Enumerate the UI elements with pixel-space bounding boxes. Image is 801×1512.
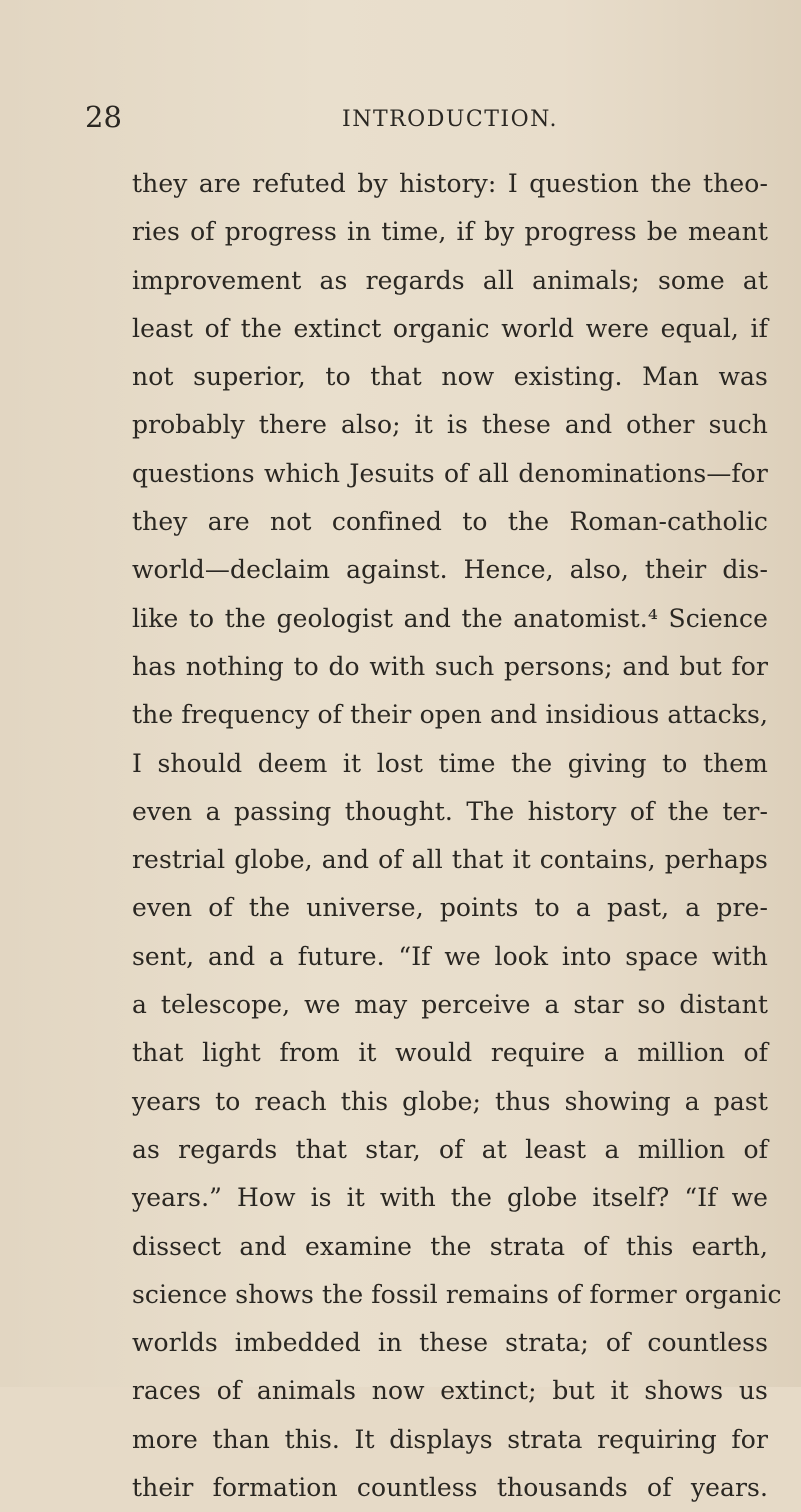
running-head: INTRODUCTION. xyxy=(342,107,558,132)
text-line: ries of progress in time, if by progress be meant xyxy=(132,217,768,247)
text-line: restrial globe, and of all that it contains, perhaps xyxy=(132,845,768,875)
text-line: world—declaim against. Hence, also, their dis- xyxy=(132,555,768,585)
text-line: their formation countless thousands of years. xyxy=(132,1473,768,1503)
text-line: the frequency of their open and insidious attacks, xyxy=(132,700,768,730)
text-line: dissect and examine the strata of this earth, xyxy=(132,1231,768,1261)
text-line: even a passing thought. The history of the ter- xyxy=(132,796,768,826)
text-line: worlds imbedded in these strata; of countless xyxy=(132,1328,768,1358)
text-line: least of the extinct organic world were equal, if xyxy=(132,313,768,343)
text-line: science shows the fossil remains of former organic xyxy=(132,1279,782,1309)
text-line: even of the universe, points to a past, a pre- xyxy=(132,893,768,923)
text-line: that light from it would require a million of xyxy=(132,1038,768,1068)
text-line: probably there also; it is these and other such xyxy=(132,410,768,440)
text-line: questions which Jesuits of all denominations—for xyxy=(132,458,768,488)
text-line: years.” How is it with the globe itself? “If we xyxy=(132,1183,768,1213)
text-line: has nothing to do with such persons; and but for xyxy=(132,651,768,681)
text-line: races of animals now extinct; but it shows us xyxy=(132,1376,768,1406)
text-line: improvement as regards all animals; some at xyxy=(132,265,768,295)
text-line: a telescope, we may perceive a star so distant xyxy=(132,990,768,1020)
text-line: sent, and a future. “If we look into space with xyxy=(132,941,768,971)
text-line: they are refuted by history: I question the theo- xyxy=(132,169,768,198)
text-line: like to the geologist and the anatomist.⁴ Science xyxy=(132,603,768,633)
page-header xyxy=(0,100,801,140)
text-line: more than this. It displays strata requiring for xyxy=(132,1424,768,1454)
page-number: 28 xyxy=(85,100,122,134)
text-line: years to reach this globe; thus showing a past xyxy=(132,1086,768,1116)
text-line: not superior, to that now existing. Man was xyxy=(132,362,768,392)
text-line: as regards that star, of at least a million of xyxy=(132,1134,768,1164)
body-text xyxy=(132,160,782,1512)
text-line: they are not confined to the Roman-catholic xyxy=(132,507,768,537)
text-line: I should deem it lost time the giving to them xyxy=(132,748,768,778)
